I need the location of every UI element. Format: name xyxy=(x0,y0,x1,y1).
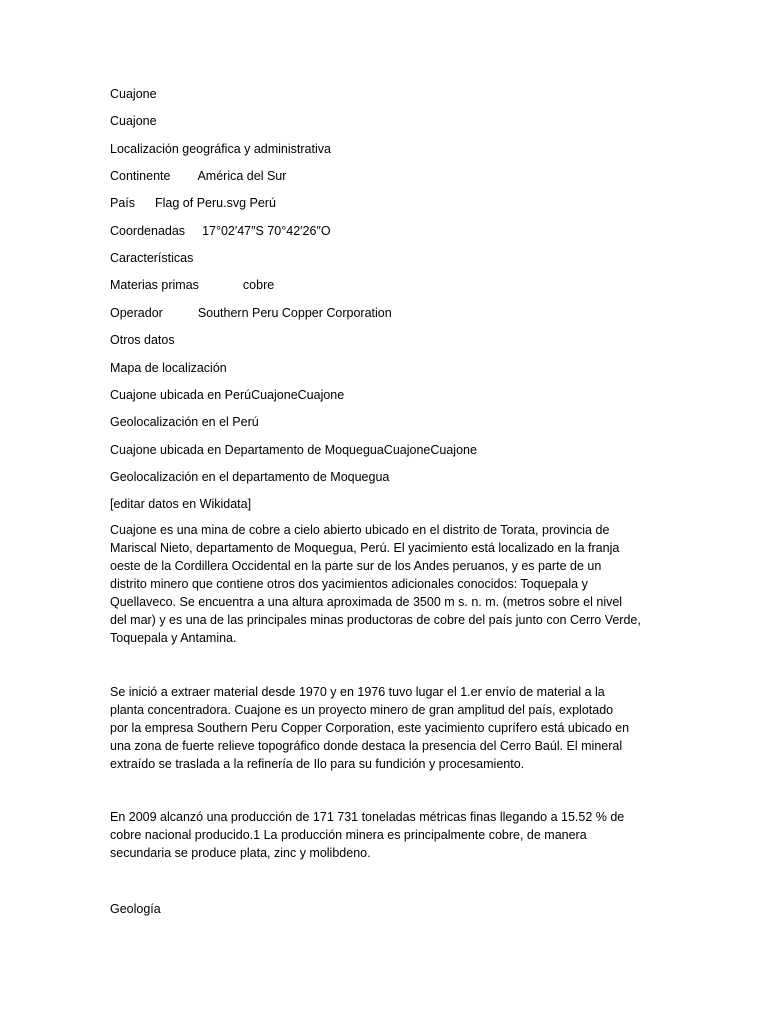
otros-datos-heading: Otros datos xyxy=(110,333,175,347)
pais-value: Flag of Peru.svg Perú xyxy=(155,196,276,210)
continente-label: Continente xyxy=(110,169,171,183)
paragraph-line: Mariscal Nieto, departamento de Moquegua, Perú. El yacimiento está localizado en la franja xyxy=(110,541,620,555)
materias-row xyxy=(110,277,274,293)
paragraph-line: una zona de fuerte relieve topográfico donde destaca la presencia del Cerro Baúl. El mineral xyxy=(110,739,623,753)
operador-value: Southern Peru Copper Corporation xyxy=(197,306,392,320)
materias-label: Materias primas xyxy=(110,278,199,292)
paragraph-line: En 2009 alcanzó una producción de 171 731 toneladas métricas finas llegando a 15.52 % de xyxy=(110,810,625,824)
mapa-heading: Mapa de localización xyxy=(110,361,227,375)
paragraph-line: planta concentradora. Cuajone es un proyecto minero de gran amplitud del país, explotado xyxy=(110,703,614,717)
continente-row xyxy=(110,168,286,184)
geoloc-peru-line: Geolocalización en el Perú xyxy=(110,415,259,429)
caracteristicas-heading: Características xyxy=(110,251,194,265)
ubicada-moquegua-line: Cuajone ubicada en Departamento de MoqueguaCuajoneCuajone xyxy=(110,443,477,457)
paragraph-line: extraído se traslada a la refinería de Ilo para su fundición y procesamiento. xyxy=(110,757,525,771)
title-line-2: Cuajone xyxy=(110,114,157,128)
title-line-1: Cuajone xyxy=(110,87,157,101)
paragraph-line: Se inició a extraer material desde 1970 y en 1976 tuvo lugar el 1.er envío de material a la xyxy=(110,685,605,699)
paragraph-history xyxy=(110,683,662,773)
paragraph-line: secundaria se produce plata, zinc y molibdeno. xyxy=(110,846,371,860)
geologia-heading: Geología xyxy=(110,902,161,916)
paragraph-production xyxy=(110,808,662,862)
editar-wikidata-link[interactable]: [editar datos en Wikidata] xyxy=(110,497,252,511)
paragraph-line: cobre nacional producido.1 La producción minera es principalmente cobre, de manera xyxy=(110,828,587,842)
operador-label: Operador xyxy=(110,306,163,320)
paragraph-intro xyxy=(110,521,662,647)
paragraph-line: del mar) y es una de las principales minas productoras de cobre del país junto con Cerro Verde, xyxy=(110,613,641,627)
paragraph-line: distrito minero que contiene otros dos yacimientos adicionales conocidos: Toquepala y xyxy=(110,577,588,591)
paragraph-line: oeste de la Cordillera Occidental en la parte sur de los Andes peruanos, y es parte de un xyxy=(110,559,602,573)
ubicada-peru-line: Cuajone ubicada en PerúCuajoneCuajone xyxy=(110,388,345,402)
paragraph-line: por la empresa Southern Peru Copper Corporation, este yacimiento cuprífero está ubicado en xyxy=(110,721,630,735)
paragraph-line: Cuajone es una mina de cobre a cielo abierto ubicado en el distrito de Torata, provincia de xyxy=(110,523,610,537)
paragraph-line: Quellaveco. Se encuentra a una altura aproximada de 3500 m s. n. m. (metros sobre el nivel xyxy=(110,595,623,609)
pais-row xyxy=(110,195,276,211)
paragraph-line: Toquepala y Antamina. xyxy=(110,631,237,645)
geoloc-moquegua-line: Geolocalización en el departamento de Moquegua xyxy=(110,470,390,484)
coordenadas-label: Coordenadas xyxy=(110,224,186,238)
pais-label: País xyxy=(110,196,136,210)
materias-value: cobre xyxy=(242,278,275,292)
continente-value: América del Sur xyxy=(197,169,287,183)
localizacion-heading: Localización geográfica y administrativa xyxy=(110,142,331,156)
coordenadas-row xyxy=(110,223,331,239)
operador-row xyxy=(110,305,392,321)
coordenadas-value: 17°02′47″S 70°42′26″O xyxy=(202,224,331,238)
